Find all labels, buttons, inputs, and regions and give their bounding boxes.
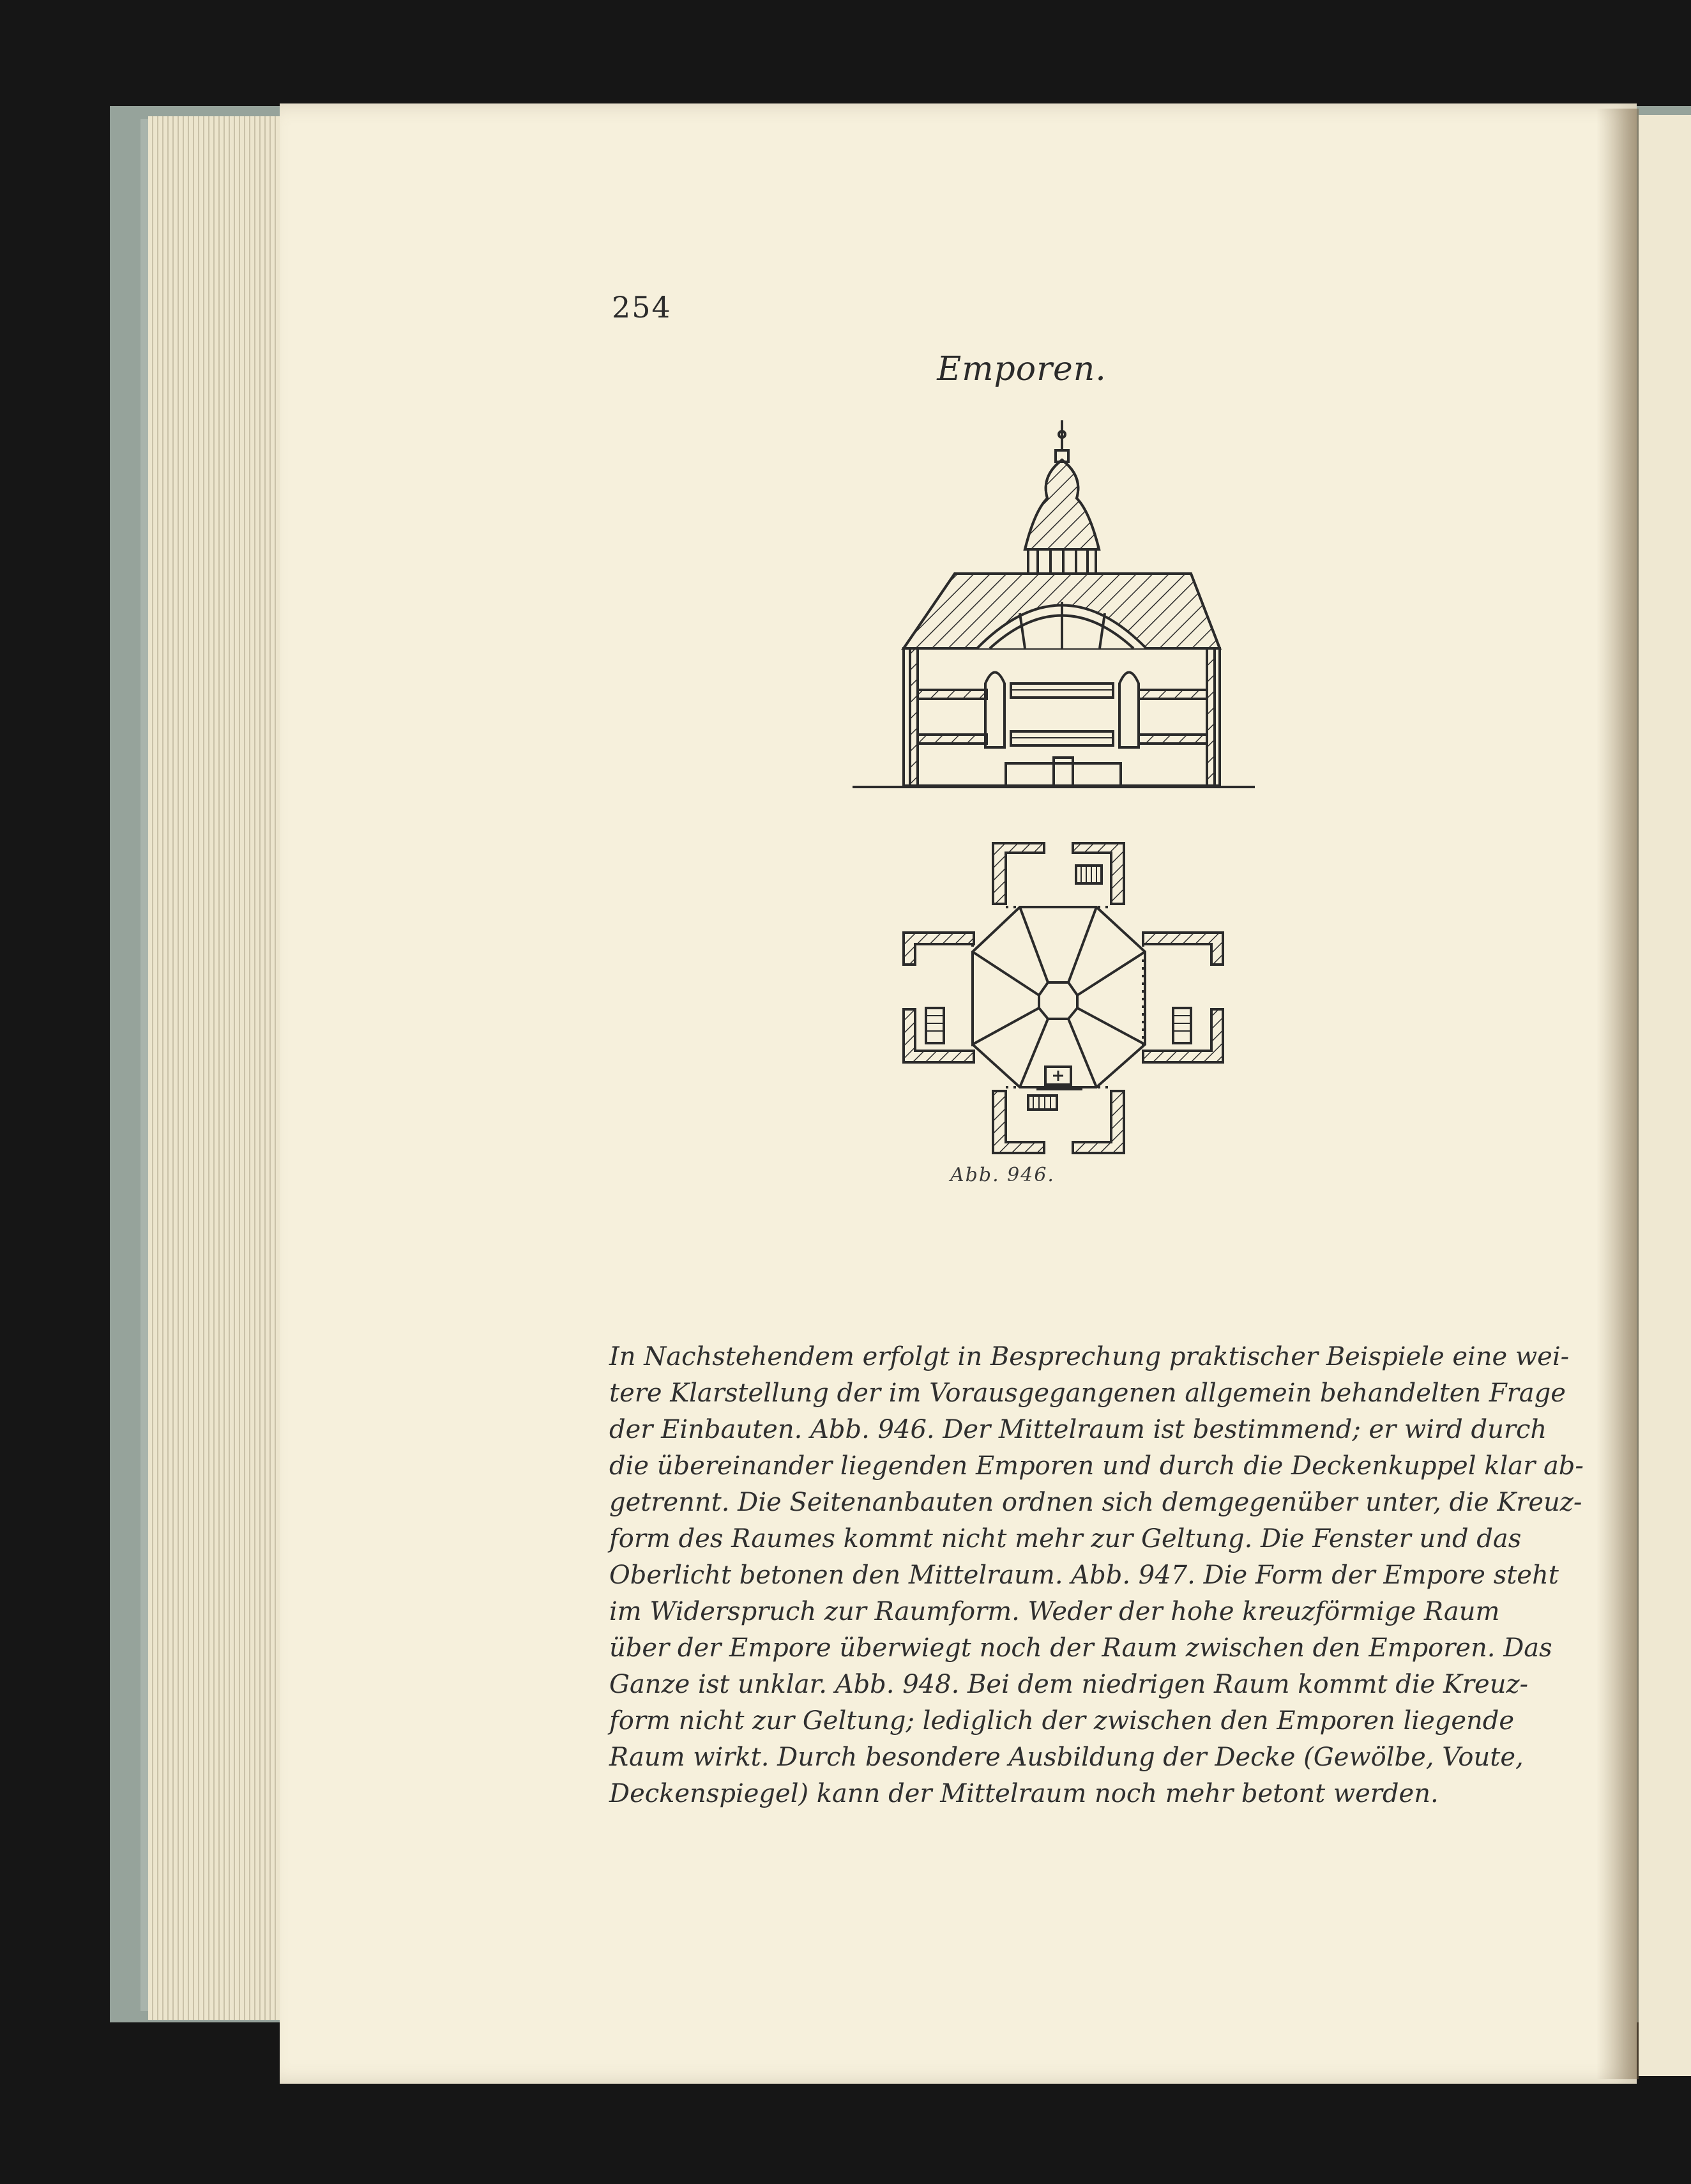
text-line: form des Raumes kommt nicht mehr zur Geltung. Die Fenster und das xyxy=(609,1524,1522,1554)
text-line: form nicht zur Geltung; lediglich der zwischen den Emporen liegende xyxy=(609,1706,1515,1736)
running-title: Emporen. xyxy=(937,350,1107,388)
text-line: Raum wirkt. Durch besondere Ausbildung der Decke (Gewölbe, Voute, xyxy=(609,1743,1524,1772)
church-plan-drawing xyxy=(897,837,1229,1169)
text-line: tere Klarstellung der im Vorausgegangenen allgemein behandelten Frage xyxy=(609,1378,1566,1408)
page-number: 254 xyxy=(612,290,672,325)
text-line: der Einbauten. Abb. 946. Der Mittelraum ist bestimmend; er wird durch xyxy=(609,1415,1547,1444)
text-line: Oberlicht betonen den Mittelraum. Abb. 947. Die Form der Empore steht xyxy=(609,1561,1559,1590)
body-text xyxy=(609,1339,1584,1812)
next-page-edge xyxy=(1639,115,1691,2076)
text-line: In Nachstehendem erfolgt in Besprechung praktischer Beispiele eine wei- xyxy=(609,1342,1570,1371)
text-line: getrennt. Die Seitenanbauten ordnen sich demgegenüber unter, die Kreuz- xyxy=(609,1488,1582,1517)
page-edges xyxy=(148,116,287,2020)
church-section-drawing xyxy=(872,415,1255,798)
text-line: im Widerspruch zur Raumform. Weder der hohe kreuzförmige Raum xyxy=(609,1597,1500,1626)
figure-caption: Abb. 946. xyxy=(950,1164,1055,1186)
text-line: Deckenspiegel) kann der Mittelraum noch mehr betont werden. xyxy=(609,1779,1439,1808)
text-line: Ganze ist unklar. Abb. 948. Bei dem niedrigen Raum kommt die Kreuz- xyxy=(609,1670,1529,1699)
text-line: die übereinander liegenden Emporen und durch die Deckenkuppel klar ab- xyxy=(609,1451,1584,1481)
text-line: über der Empore überwiegt noch der Raum zwischen den Emporen. Das xyxy=(609,1633,1552,1663)
page-gutter-shadow xyxy=(1596,109,1639,2079)
